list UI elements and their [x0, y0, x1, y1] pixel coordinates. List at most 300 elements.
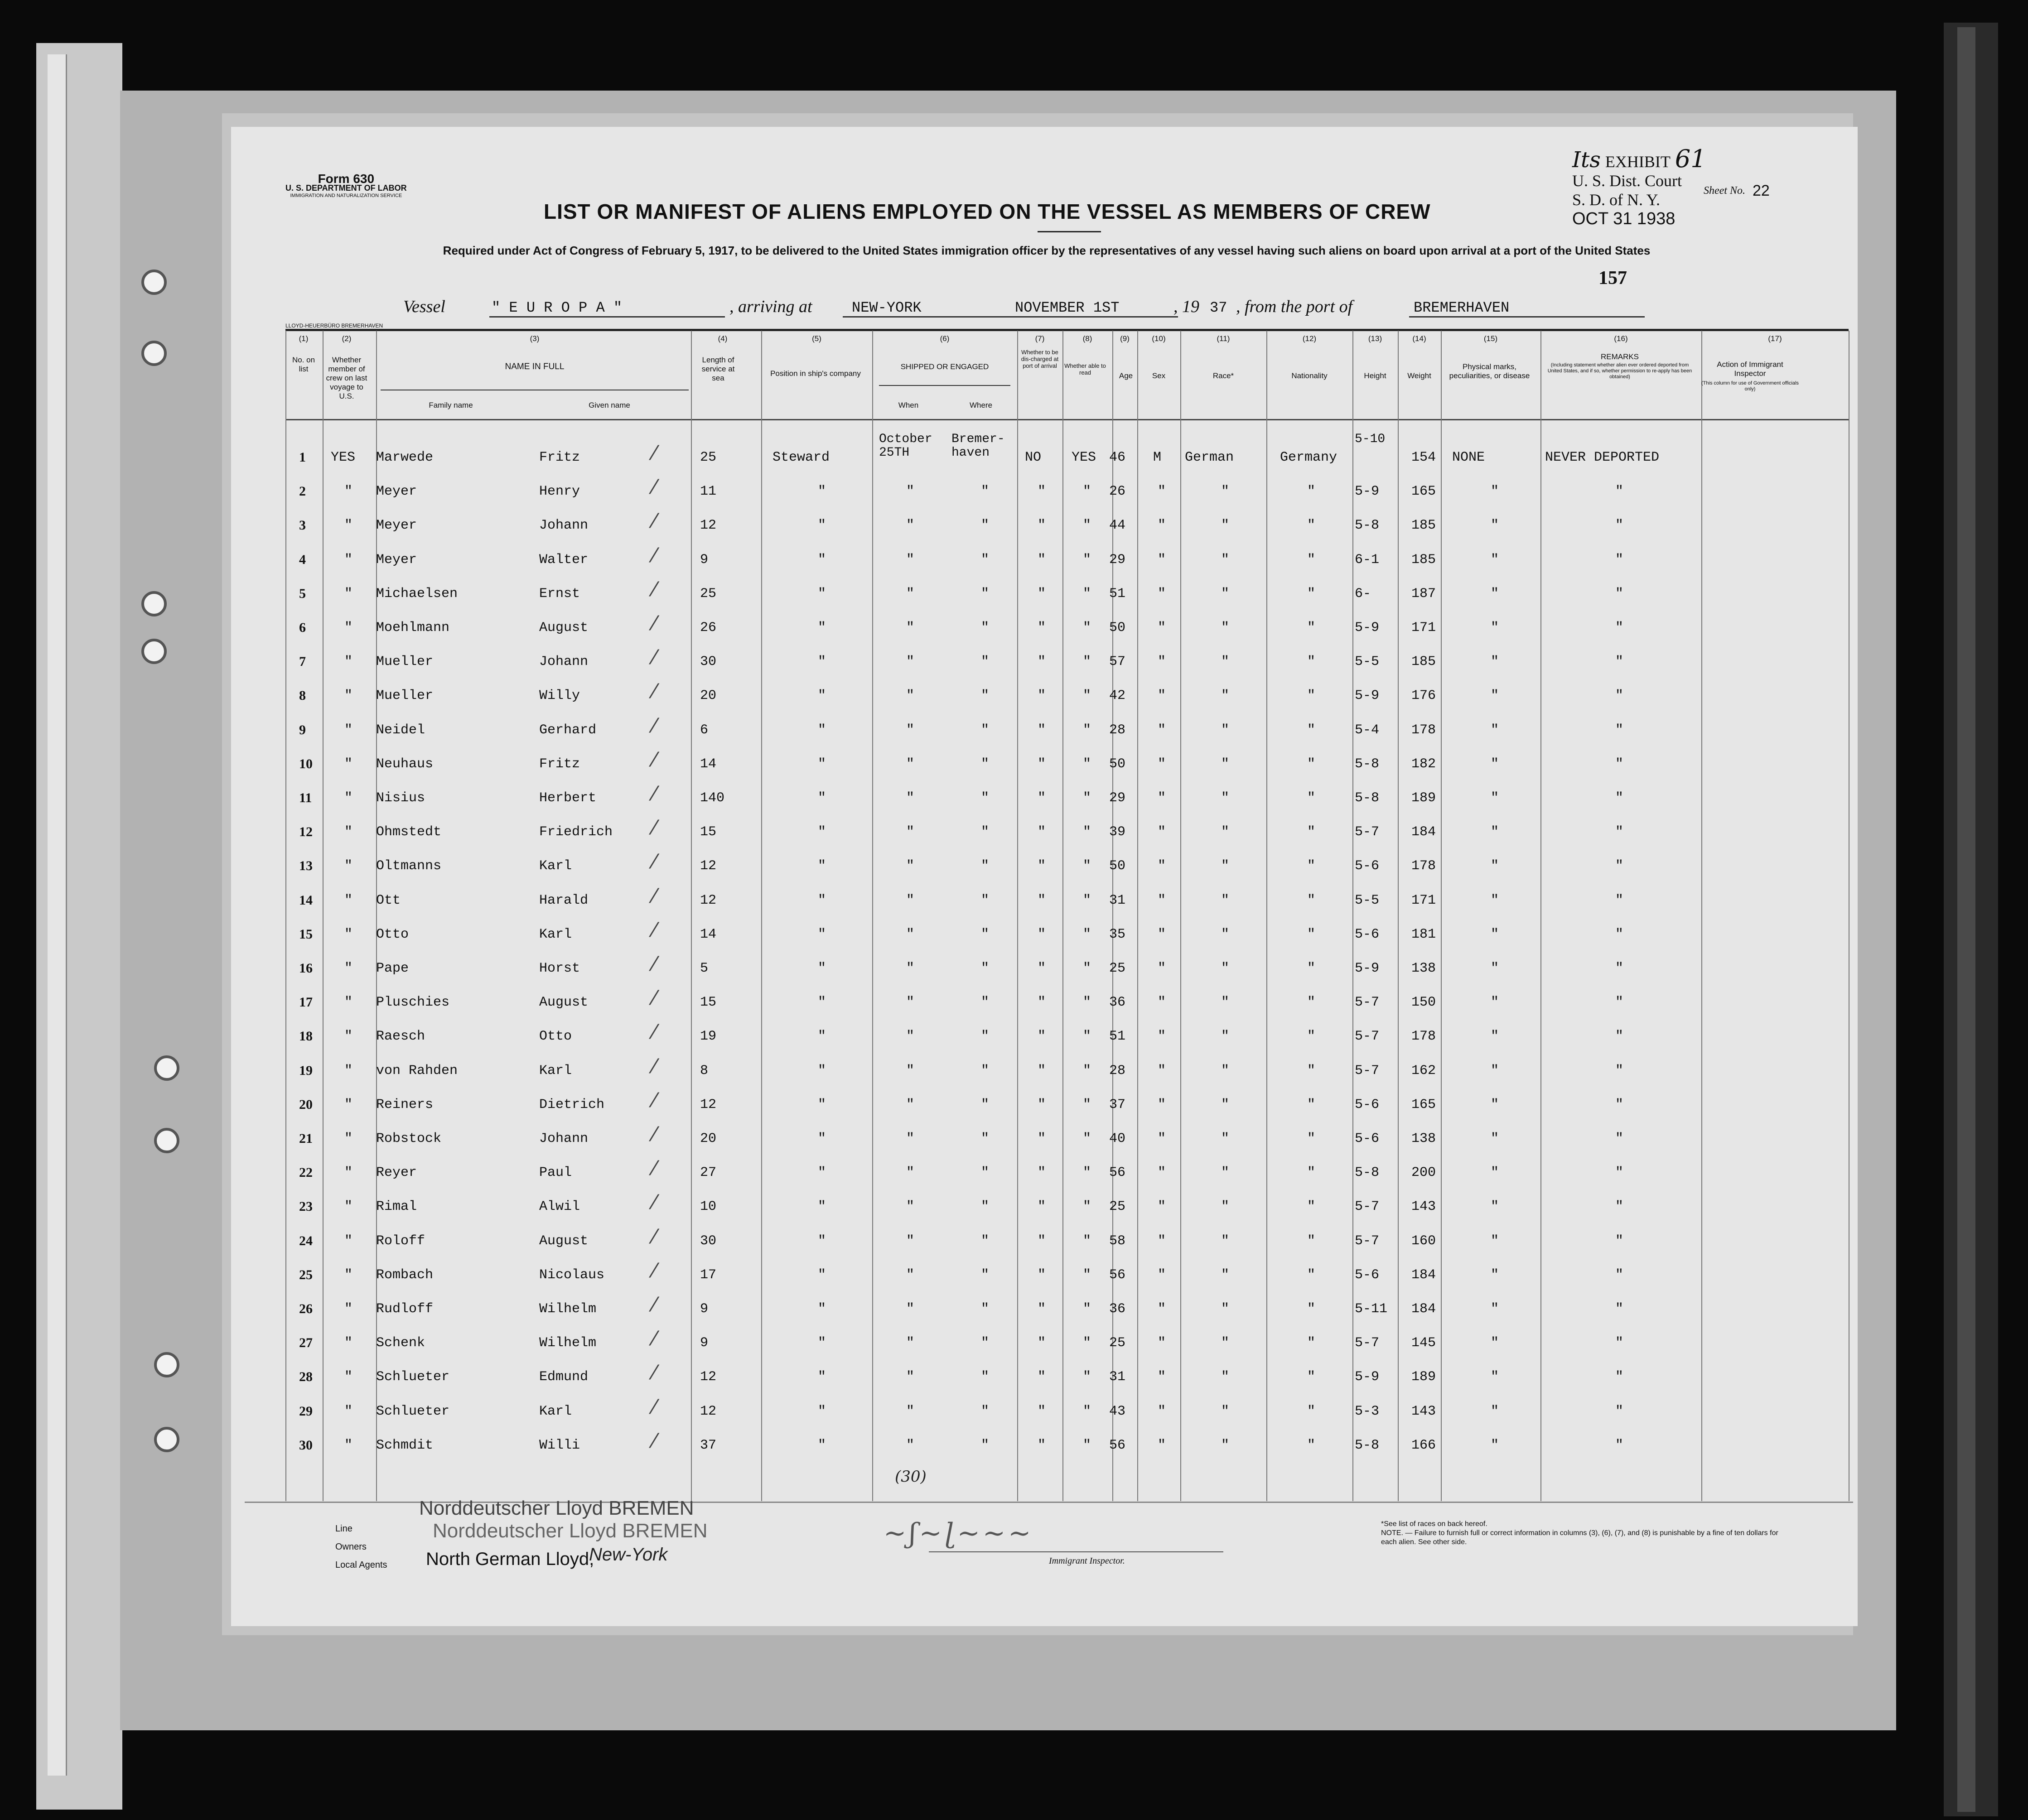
when-cell: ": [906, 1369, 915, 1385]
race-cell: ": [1221, 1438, 1230, 1453]
list-number: 157: [1598, 268, 1627, 289]
race-cell: ": [1221, 927, 1230, 942]
remarks-cell: ": [1615, 688, 1624, 703]
family-name-cell: von Rahden: [376, 1063, 458, 1079]
discharged-cell: ": [1038, 858, 1046, 874]
where-cell: ": [981, 1438, 990, 1453]
length-cell: 25: [700, 586, 717, 602]
height-cell: 5-6: [1355, 927, 1380, 942]
length-cell: 12: [700, 1097, 717, 1112]
weight-cell: 178: [1411, 858, 1436, 874]
penalty-note: NOTE. — Failure to furnish full or correct information in columns (3), (6), (7), and (8) is punishable by a fine of ten dollars for each alien. See other side.: [1381, 1529, 1778, 1546]
when-cell: ": [906, 620, 915, 636]
form-label: Form 630: [318, 172, 375, 186]
family-name-cell: Nisius: [376, 790, 425, 806]
row-number: 15: [299, 927, 313, 942]
header-shipped: SHIPPED OR ENGAGED: [900, 362, 989, 371]
age-cell: 29: [1109, 552, 1126, 568]
physical-cell: NONE: [1452, 450, 1485, 465]
row-total: (30): [895, 1468, 927, 1486]
shipped-header-rule: [879, 385, 1010, 386]
given-name-cell: Wilhelm: [539, 1301, 597, 1317]
family-name-cell: Meyer: [376, 552, 417, 568]
nationality-cell: ": [1307, 995, 1316, 1010]
check-mark-icon: ⁄: [652, 850, 656, 873]
race-cell: ": [1221, 688, 1230, 703]
when-cell: ": [906, 1404, 915, 1419]
given-name-cell: Willy: [539, 688, 580, 703]
member-cell: ": [344, 756, 353, 772]
read-cell: ": [1083, 756, 1091, 772]
remarks-cell: ": [1615, 722, 1624, 738]
position-cell: ": [818, 1233, 826, 1249]
exhibit-label: EXHIBIT: [1605, 153, 1671, 171]
remarks-cell: ": [1615, 518, 1624, 533]
read-cell: ": [1083, 552, 1091, 568]
physical-cell: ": [1491, 722, 1499, 738]
read-cell: ": [1083, 654, 1091, 669]
read-cell: ": [1083, 1199, 1091, 1214]
age-cell: 51: [1109, 586, 1126, 602]
header-position: Position in ship's company: [770, 369, 861, 378]
height-cell: 5-9: [1355, 484, 1380, 499]
races-note: *See list of races on back hereof.: [1381, 1520, 1487, 1528]
nationality-cell: ": [1307, 893, 1316, 908]
row-number: 7: [299, 654, 306, 669]
age-cell: 31: [1109, 893, 1126, 908]
header-race: Race*: [1212, 371, 1234, 380]
member-cell: ": [344, 790, 353, 806]
read-cell: ": [1083, 1165, 1091, 1180]
height-cell: 5-7: [1355, 824, 1380, 840]
weight-cell: 178: [1411, 722, 1436, 738]
read-cell: ": [1083, 1404, 1091, 1419]
where-cell: ": [981, 1131, 990, 1146]
row-number: 10: [299, 756, 313, 771]
race-cell: ": [1221, 552, 1230, 568]
family-name-cell: Roloff: [376, 1233, 425, 1249]
race-cell: ": [1221, 722, 1230, 738]
weight-cell: 185: [1411, 552, 1436, 568]
table-row: [285, 919, 1849, 952]
family-name-cell: Ott: [376, 893, 401, 908]
position-cell: ": [818, 1165, 826, 1180]
age-cell: 51: [1109, 1029, 1126, 1044]
discharged-cell: ": [1038, 552, 1046, 568]
nationality-cell: ": [1307, 1267, 1316, 1283]
read-cell: ": [1083, 961, 1091, 976]
header-remarks: REMARKS: [1600, 352, 1639, 361]
member-cell: ": [344, 1335, 353, 1351]
given-name-cell: Henry: [539, 484, 580, 499]
exhibit-district: S. D. of N. Y.: [1572, 191, 1661, 209]
race-cell: ": [1221, 654, 1230, 669]
column-number: (13): [1368, 334, 1382, 343]
row-number: 22: [299, 1165, 313, 1180]
column-number: (9): [1120, 334, 1130, 343]
table-row: [285, 1259, 1849, 1293]
age-cell: 58: [1109, 1233, 1126, 1249]
weight-cell: 138: [1411, 961, 1436, 976]
check-mark-icon: ⁄: [652, 1191, 656, 1214]
race-cell: ": [1221, 484, 1230, 499]
nationality-cell: ": [1307, 1335, 1316, 1351]
nationality-cell: Germany: [1280, 450, 1338, 465]
column-number: (3): [530, 334, 540, 343]
column-number: (14): [1412, 334, 1426, 343]
table-row: [285, 1055, 1849, 1088]
given-name-cell: Fritz: [539, 450, 580, 465]
length-cell: 19: [700, 1029, 717, 1044]
weight-cell: 184: [1411, 1267, 1436, 1283]
header-action: Action of Immigrant Inspector: [1717, 360, 1783, 378]
physical-cell: ": [1491, 1404, 1499, 1419]
arriving-label: , arriving at: [729, 297, 812, 316]
age-cell: 25: [1109, 961, 1126, 976]
discharged-cell: ": [1038, 1335, 1046, 1351]
given-name-cell: August: [539, 995, 589, 1010]
age-cell: 25: [1109, 1335, 1126, 1351]
where-cell: ": [981, 586, 990, 602]
check-mark-icon: ⁄: [652, 1225, 656, 1248]
weight-cell: 138: [1411, 1131, 1436, 1146]
age-cell: 28: [1109, 1063, 1126, 1079]
position-cell: ": [818, 858, 826, 874]
member-cell: ": [344, 688, 353, 703]
read-cell: ": [1083, 1029, 1091, 1044]
read-cell: ": [1083, 484, 1091, 499]
nationality-cell: ": [1307, 858, 1316, 874]
race-cell: ": [1221, 620, 1230, 636]
weight-cell: 165: [1411, 484, 1436, 499]
discharged-cell: ": [1038, 824, 1046, 840]
family-name-cell: Pape: [376, 961, 409, 976]
height-cell: 5-11: [1355, 1301, 1388, 1317]
length-cell: 9: [700, 1335, 709, 1351]
age-cell: 25: [1109, 1199, 1126, 1214]
read-cell: ": [1083, 586, 1091, 602]
discharged-cell: ": [1038, 1438, 1046, 1453]
table-row: [285, 782, 1849, 816]
nationality-cell: ": [1307, 1404, 1316, 1419]
physical-cell: ": [1491, 961, 1499, 976]
sheet-no-label: Sheet No.: [1704, 185, 1745, 197]
position-cell: Steward: [773, 450, 830, 465]
sex-cell: ": [1158, 756, 1166, 772]
age-cell: 35: [1109, 927, 1126, 942]
nationality-cell: ": [1307, 756, 1316, 772]
sex-cell: ": [1158, 1404, 1166, 1419]
family-name-cell: Mueller: [376, 654, 434, 669]
check-mark-icon: ⁄: [652, 1021, 656, 1044]
race-cell: ": [1221, 893, 1230, 908]
where-cell: ": [981, 1029, 990, 1044]
check-mark-icon: ⁄: [652, 1259, 656, 1282]
member-cell: ": [344, 1029, 353, 1044]
header-physical: Physical marks, peculiarities, or disease: [1449, 362, 1530, 380]
header-age: Age: [1119, 371, 1133, 380]
when-cell: ": [906, 1301, 915, 1317]
race-cell: ": [1221, 518, 1230, 533]
row-number: 28: [299, 1369, 313, 1384]
check-mark-icon: ⁄: [652, 748, 656, 771]
family-name-cell: Robstock: [376, 1131, 442, 1146]
column-number: (11): [1217, 334, 1230, 343]
height-cell: 6-: [1355, 586, 1371, 602]
member-cell: YES: [331, 450, 356, 465]
remarks-cell: ": [1615, 995, 1624, 1010]
when-cell: ": [906, 654, 915, 669]
physical-cell: ": [1491, 1063, 1499, 1079]
position-cell: ": [818, 790, 826, 806]
discharged-cell: ": [1038, 790, 1046, 806]
column-number: (5): [812, 334, 821, 343]
length-cell: 10: [700, 1199, 717, 1214]
height-cell: 5-6: [1355, 858, 1380, 874]
read-cell: ": [1083, 1063, 1091, 1079]
remarks-cell: ": [1615, 927, 1624, 942]
header-member: Whether member of crew on last voyage to U.S.: [326, 356, 367, 400]
check-mark-icon: ⁄: [652, 1327, 656, 1350]
check-mark-icon: ⁄: [652, 1293, 656, 1316]
family-name-cell: Ohmstedt: [376, 824, 442, 840]
nationality-cell: ": [1307, 1301, 1316, 1317]
table-row: [285, 680, 1849, 713]
race-cell: ": [1221, 756, 1230, 772]
column-number: (16): [1614, 334, 1628, 343]
remarks-cell: ": [1615, 1199, 1624, 1214]
given-name-cell: Karl: [539, 1063, 572, 1079]
age-cell: 56: [1109, 1165, 1126, 1180]
check-mark-icon: ⁄: [652, 816, 656, 839]
position-cell: ": [818, 1131, 826, 1146]
when-cell: ": [906, 586, 915, 602]
race-cell: German: [1185, 450, 1234, 465]
length-cell: 12: [700, 1369, 717, 1385]
height-cell: 5-5: [1355, 893, 1380, 908]
discharged-cell: NO: [1025, 450, 1042, 465]
read-cell: ": [1083, 1267, 1091, 1283]
agents-label: Local Agents: [335, 1560, 387, 1570]
nationality-cell: ": [1307, 1029, 1316, 1044]
table-row: [285, 1361, 1849, 1395]
check-mark-icon: ⁄: [652, 782, 656, 805]
table-row: [285, 816, 1849, 850]
race-cell: ": [1221, 1097, 1230, 1112]
race-cell: ": [1221, 1131, 1230, 1146]
given-name-cell: Alwil: [539, 1199, 580, 1214]
race-cell: ": [1221, 1029, 1230, 1044]
age-cell: 37: [1109, 1097, 1126, 1112]
member-cell: ": [344, 1267, 353, 1283]
physical-cell: ": [1491, 586, 1499, 602]
length-cell: 27: [700, 1165, 717, 1180]
race-cell: ": [1221, 1165, 1230, 1180]
physical-cell: ": [1491, 893, 1499, 908]
arriving-underline: [843, 316, 1178, 318]
column-number: (2): [342, 334, 352, 343]
race-cell: ": [1221, 824, 1230, 840]
length-cell: 17: [700, 1267, 717, 1283]
family-name-cell: Raesch: [376, 1029, 425, 1044]
height-cell: 5-10: [1355, 432, 1386, 446]
position-cell: ": [818, 722, 826, 738]
row-number: 21: [299, 1131, 313, 1146]
when-cell: ": [906, 858, 915, 874]
nationality-cell: ": [1307, 654, 1316, 669]
where-cell: ": [981, 1369, 990, 1385]
physical-cell: ": [1491, 552, 1499, 568]
exhibit-date: OCT 31 1938: [1572, 209, 1676, 228]
race-cell: ": [1221, 1233, 1230, 1249]
film-edge-right-inner: [1957, 27, 1975, 1812]
remarks-cell: ": [1615, 1097, 1624, 1112]
where-cell: ": [981, 893, 990, 908]
height-cell: 5-3: [1355, 1404, 1380, 1419]
family-name-cell: Oltmanns: [376, 858, 442, 874]
member-cell: ": [344, 552, 353, 568]
discharged-cell: ": [1038, 484, 1046, 499]
sex-cell: ": [1158, 1335, 1166, 1351]
age-cell: 43: [1109, 1404, 1126, 1419]
physical-cell: ": [1491, 824, 1499, 840]
height-cell: 5-4: [1355, 722, 1380, 738]
folder-strip: [48, 54, 67, 1776]
where-cell: ": [981, 1335, 990, 1351]
discharged-cell: ": [1038, 961, 1046, 976]
position-cell: ": [818, 824, 826, 840]
where-cell: ": [981, 858, 990, 874]
family-name-cell: Pluschies: [376, 995, 450, 1010]
row-number: 24: [299, 1233, 313, 1248]
binder-hole: [154, 1427, 179, 1452]
discharged-cell: ": [1038, 995, 1046, 1010]
where-cell: ": [981, 995, 990, 1010]
row-number: 13: [299, 858, 313, 873]
when-cell: ": [906, 1165, 915, 1180]
arrival-date: NOVEMBER 1ST: [1015, 299, 1120, 316]
inspector-signature-line: [929, 1551, 1223, 1552]
read-cell: ": [1083, 722, 1091, 738]
sex-cell: ": [1158, 654, 1166, 669]
when-cell: ": [906, 722, 915, 738]
length-cell: 30: [700, 654, 717, 669]
height-cell: 5-9: [1355, 961, 1380, 976]
position-cell: ": [818, 1199, 826, 1214]
family-name-cell: Reyer: [376, 1165, 417, 1180]
member-cell: ": [344, 961, 353, 976]
member-cell: ": [344, 1063, 353, 1079]
position-cell: ": [818, 654, 826, 669]
when-cell: ": [906, 1438, 915, 1453]
remarks-cell: ": [1615, 1029, 1624, 1044]
row-number: 1: [299, 450, 306, 465]
sex-cell: ": [1158, 1369, 1166, 1385]
nationality-cell: ": [1307, 1233, 1316, 1249]
agents-city: New-York: [589, 1545, 668, 1565]
check-mark-icon: ⁄: [652, 680, 656, 703]
member-cell: ": [344, 1097, 353, 1112]
header-name: NAME IN FULL: [505, 362, 565, 371]
sex-cell: ": [1158, 1301, 1166, 1317]
age-cell: 28: [1109, 722, 1126, 738]
remarks-cell: ": [1615, 1063, 1624, 1079]
position-cell: ": [818, 518, 826, 533]
given-name-cell: Walter: [539, 552, 589, 568]
member-cell: ": [344, 1404, 353, 1419]
check-mark-icon: ⁄: [652, 714, 656, 737]
sex-cell: ": [1158, 722, 1166, 738]
length-cell: 12: [700, 518, 717, 533]
member-cell: ": [344, 927, 353, 942]
height-cell: 5-6: [1355, 1131, 1380, 1146]
physical-cell: ": [1491, 927, 1499, 942]
row-number: 23: [299, 1199, 313, 1214]
given-name-cell: August: [539, 620, 589, 636]
member-cell: ": [344, 620, 353, 636]
family-name-cell: Mueller: [376, 688, 434, 703]
discharged-cell: ": [1038, 1063, 1046, 1079]
check-mark-icon: ⁄: [652, 987, 656, 1010]
race-cell: ": [1221, 1404, 1230, 1419]
form-header: [285, 174, 407, 199]
race-cell: ": [1221, 1335, 1230, 1351]
when-cell: ": [906, 961, 915, 976]
weight-cell: 143: [1411, 1404, 1436, 1419]
weight-cell: 189: [1411, 1369, 1436, 1385]
check-mark-icon: ⁄: [652, 1430, 656, 1453]
length-cell: 9: [700, 552, 709, 568]
family-name-cell: Meyer: [376, 518, 417, 533]
check-mark-icon: ⁄: [652, 1361, 656, 1384]
position-cell: ": [818, 995, 826, 1010]
physical-cell: ": [1491, 1199, 1499, 1214]
header-where: Where: [969, 401, 993, 409]
check-mark-icon: ⁄: [652, 1089, 656, 1112]
race-cell: ": [1221, 1301, 1230, 1317]
physical-cell: ": [1491, 484, 1499, 499]
given-name-cell: Gerhard: [539, 722, 597, 738]
given-name-cell: Horst: [539, 961, 580, 976]
discharged-cell: ": [1038, 1199, 1046, 1214]
member-cell: ": [344, 654, 353, 669]
family-name-cell: Reiners: [376, 1097, 434, 1112]
given-name-cell: Johann: [539, 654, 589, 669]
read-cell: ": [1083, 824, 1091, 840]
when-cell: ": [906, 1233, 915, 1249]
check-mark-icon: ⁄: [652, 646, 656, 669]
length-cell: 20: [700, 1131, 717, 1146]
column-number: (15): [1483, 334, 1498, 343]
weight-cell: 171: [1411, 893, 1436, 908]
age-cell: 50: [1109, 620, 1126, 636]
age-cell: 42: [1109, 688, 1126, 703]
physical-cell: ": [1491, 790, 1499, 806]
sex-cell: ": [1158, 858, 1166, 874]
race-cell: ": [1221, 858, 1230, 874]
discharged-cell: ": [1038, 1404, 1046, 1419]
weight-cell: 171: [1411, 620, 1436, 636]
age-cell: 29: [1109, 790, 1126, 806]
physical-cell: ": [1491, 1131, 1499, 1146]
department-name: U. S. DEPARTMENT OF LABOR: [285, 183, 407, 193]
vessel-name: " E U R O P A ": [492, 299, 623, 316]
sex-cell: ": [1158, 1097, 1166, 1112]
nationality-cell: ": [1307, 688, 1316, 703]
length-cell: 20: [700, 688, 717, 703]
race-cell: ": [1221, 790, 1230, 806]
when-cell: ": [906, 518, 915, 533]
